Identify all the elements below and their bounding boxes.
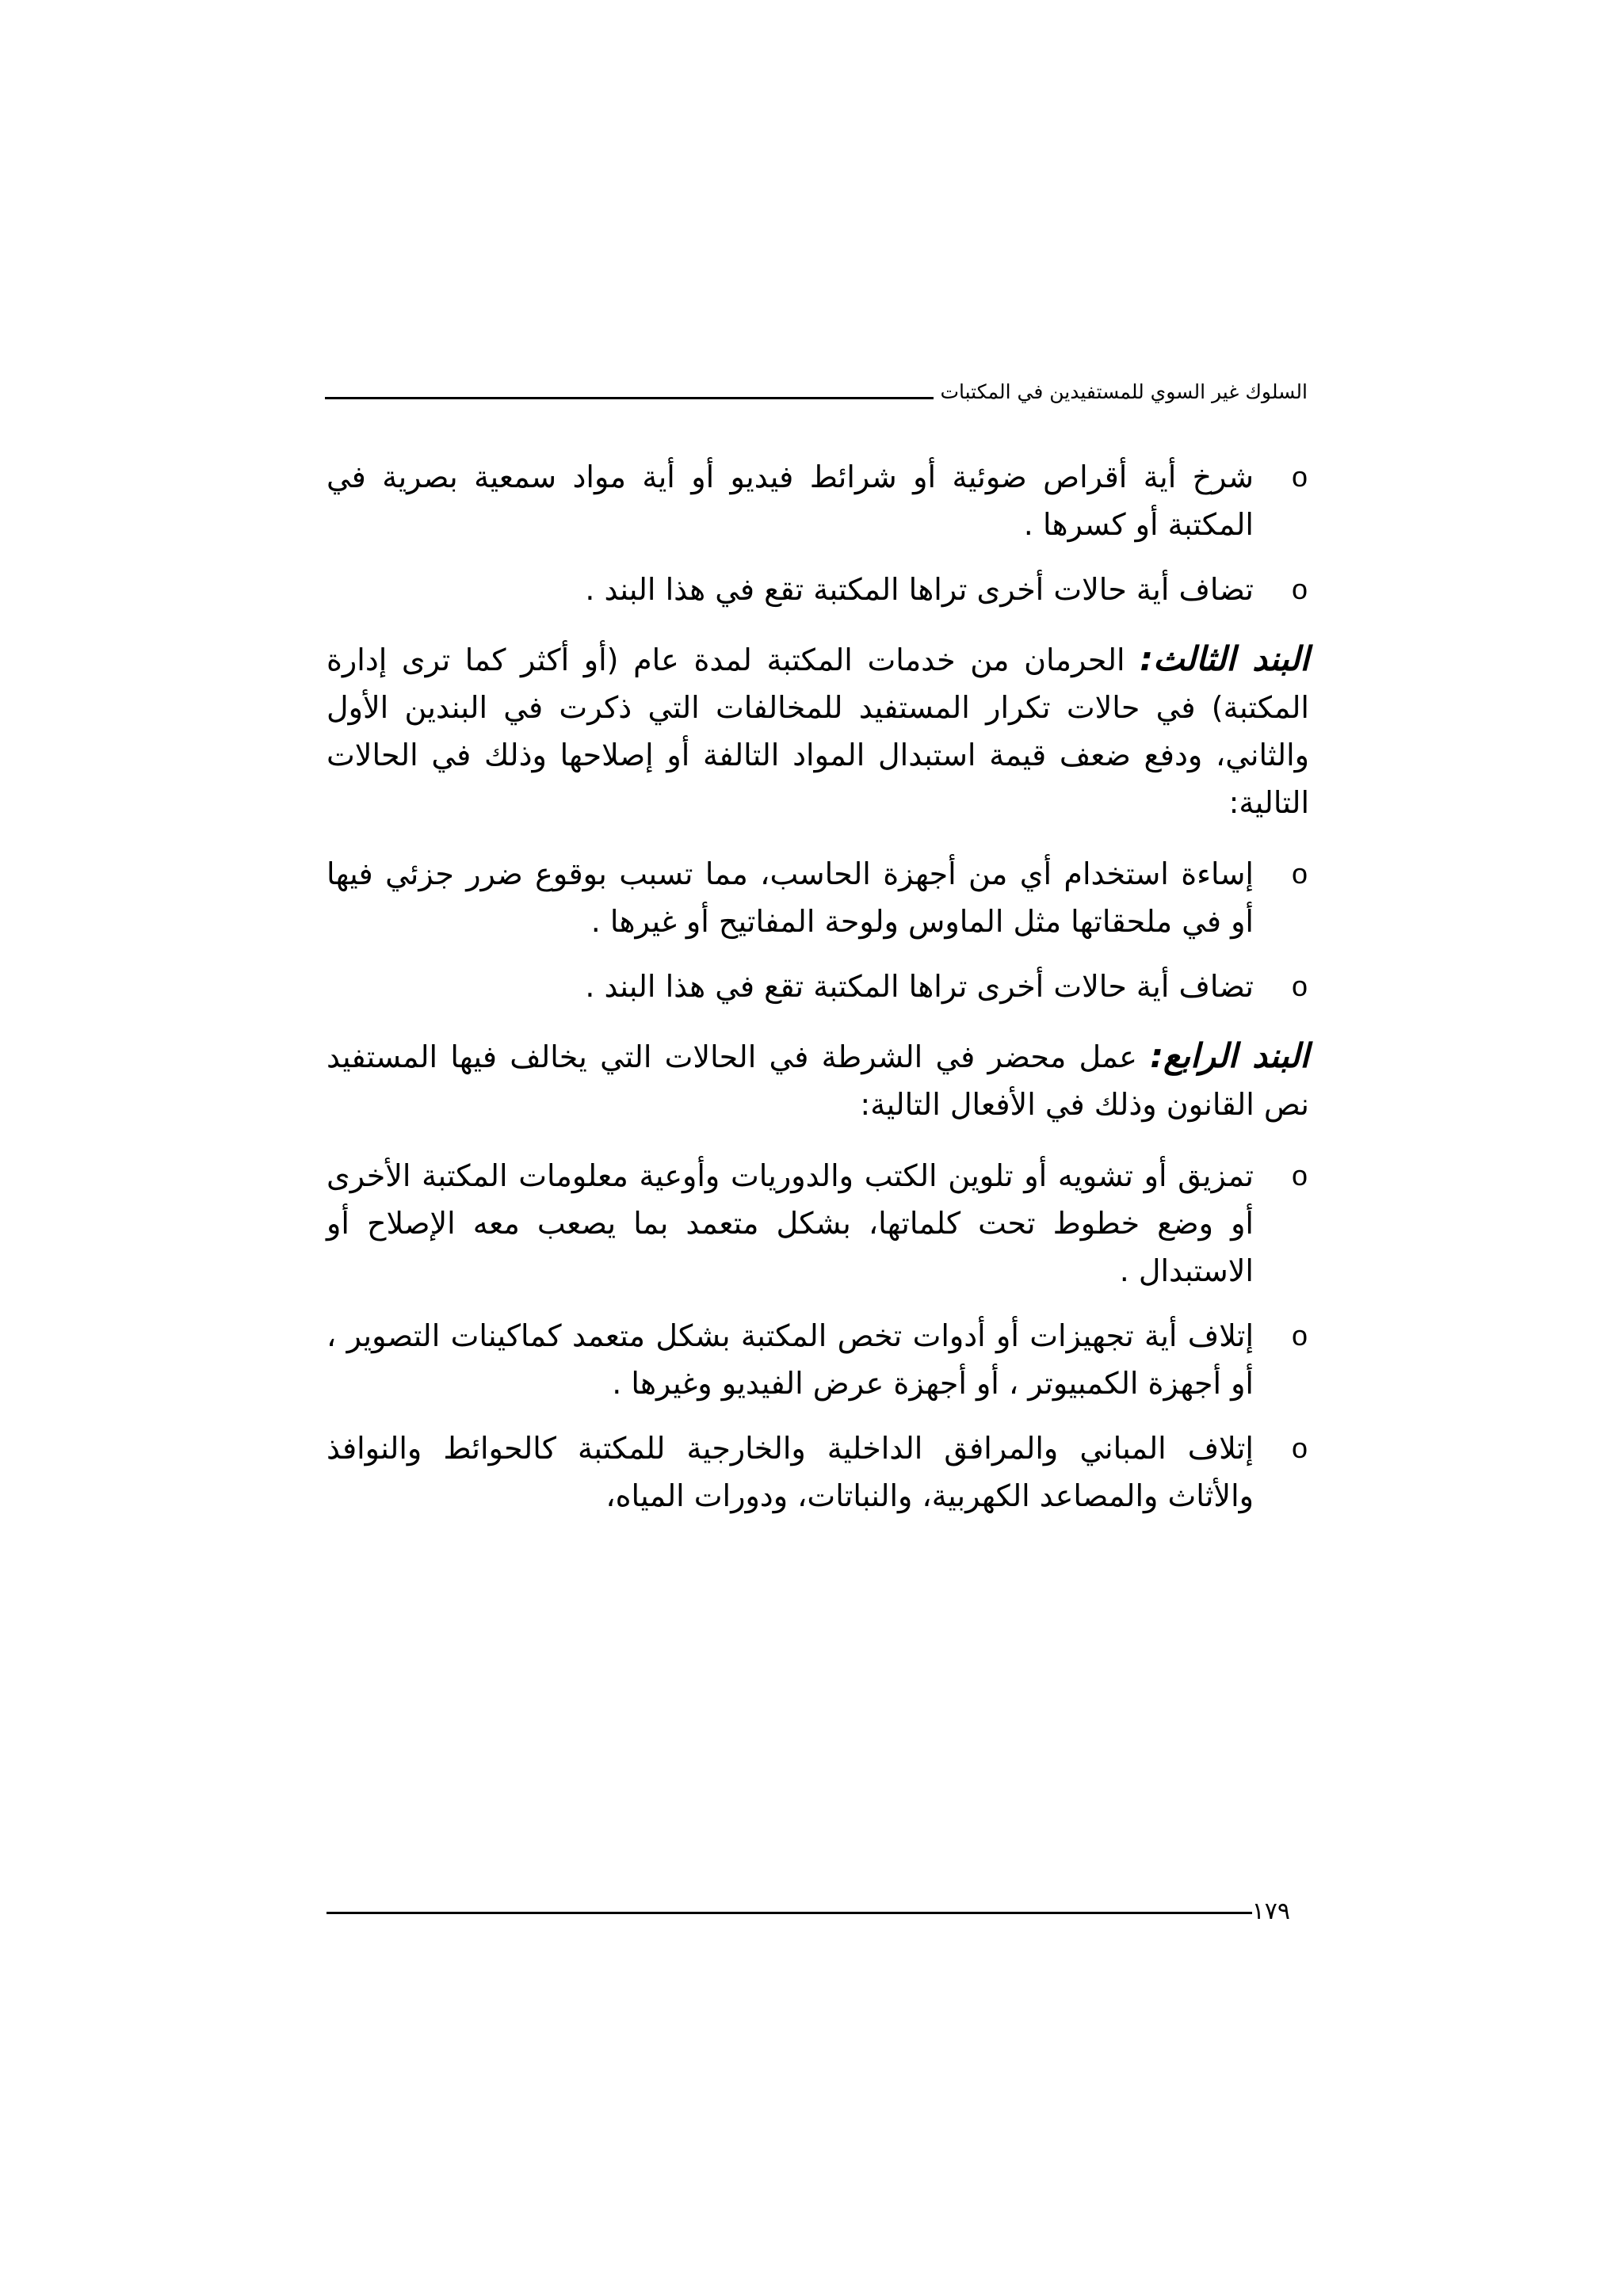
clause-four-label: البند الرابع: — [1150, 1036, 1309, 1075]
clause-four-text: عمل محضر في الشرطة في الحالات التي يخالف فيها المستفيد نص القانون وذلك في الأفعال التالية: — [327, 1039, 1309, 1122]
list-item — [327, 1312, 1309, 1407]
list-item — [327, 566, 1309, 613]
list-item-text: إتلاف المباني والمرافق الداخلية والخارجية للمكتبة كالحوائط والنوافذ والأثاث والمصاعد الكهربية، والنباتات، ودورات المياه، — [327, 1431, 1254, 1513]
clause-three-text: الحرمان من خدمات المكتبة لمدة عام (أو أكثر كما ترى إدارة المكتبة) في حالات تكرار المستفيد للمخالفات التي ذكرت في البندين الأول والثاني، ودفع ضعف قيمة استبدال المواد التالفة أو إصلاحها وذلك في الحالات التالية: — [327, 643, 1309, 820]
bullet-marker: o — [1291, 1432, 1308, 1464]
list-item-text: تضاف أية حالات أخرى تراها المكتبة تقع في هذا البند . — [585, 572, 1254, 607]
list-item — [327, 1152, 1309, 1295]
page-footer — [327, 1894, 1309, 1928]
running-header-title: السلوك غير السوي للمستفيدين في المكتبات — [940, 380, 1308, 403]
running-header — [325, 372, 1308, 404]
paragraph-clause-three — [327, 635, 1309, 826]
bullet-marker: o — [1291, 1319, 1308, 1352]
list-item — [327, 850, 1309, 945]
bullet-marker: o — [1291, 573, 1308, 605]
paragraph-clause-four — [327, 1032, 1309, 1128]
list-item-text: إتلاف أية تجهيزات أو أدوات تخص المكتبة بشكل متعمد كماكينات التصوير ، أو أجهزة الكمبيوتر ، أو أجهزة عرض الفيديو وغيرها . — [327, 1318, 1254, 1401]
list-item-text: إساءة استخدام أي من أجهزة الحاسب، مما تسبب بوقوع ضرر جزئي فيها أو في ملحقاتها مثل الماوس ولوحة المفاتيح أو غيرها . — [327, 856, 1254, 939]
footer-rule — [327, 1912, 1252, 1914]
header-rule — [325, 397, 934, 399]
bullet-marker: o — [1291, 1159, 1308, 1192]
list-item — [327, 453, 1309, 548]
page-body — [327, 453, 1309, 1520]
list-item-text: شرخ أية أقراص ضوئية أو شرائط فيديو أو أية مواد سمعية بصرية في المكتبة أو كسرها . — [327, 460, 1254, 542]
list-item — [327, 1425, 1309, 1520]
clause-three-label: البند الثالث: — [1140, 639, 1309, 678]
list-item-text: تضاف أية حالات أخرى تراها المكتبة تقع في هذا البند . — [585, 969, 1254, 1004]
list-item — [327, 963, 1309, 1010]
page-number: ١٧٩ — [1251, 1897, 1290, 1925]
list-item-text: تمزيق أو تشويه أو تلوين الكتب والدوريات وأوعية معلومات المكتبة الأخرى أو وضع خطوط تحت كلماتها، بشكل متعمد بما يصعب معه الإصلاح أو الاستبدال . — [327, 1158, 1254, 1288]
bullet-marker: o — [1291, 970, 1308, 1002]
bullet-marker: o — [1291, 857, 1308, 890]
bullet-marker: o — [1291, 460, 1308, 493]
